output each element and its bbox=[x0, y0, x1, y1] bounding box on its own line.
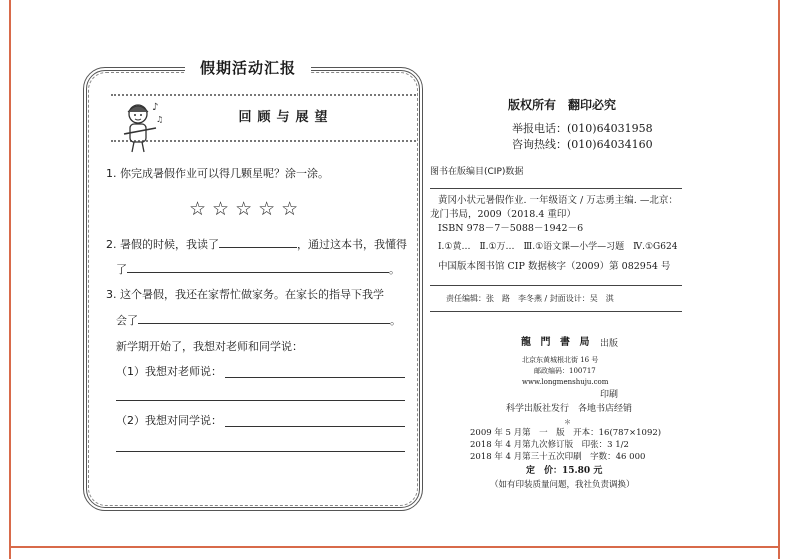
new-semester-prompt: 新学期开始了，我想对老师和同学说： bbox=[116, 340, 303, 353]
question-3-part-b: 会了 bbox=[116, 314, 138, 327]
editors: 责任编辑：张 路 李冬燕 / 封面设计：吴 淇 bbox=[446, 294, 614, 303]
cip-header: 图书在版编目(CIP)数据 bbox=[430, 167, 524, 177]
to-teacher-prompt: （1）我想对老师说： bbox=[116, 365, 222, 378]
copyright-page bbox=[430, 60, 690, 500]
website: www.longmenshuju.com bbox=[522, 378, 609, 386]
edition-line-3: 2018 年 4 月第三十五次印刷 字数：46 000 bbox=[470, 452, 646, 462]
distribution: 科学出版社发行 各地书店经销 bbox=[506, 404, 633, 414]
postcode: 邮政编码：100717 bbox=[534, 367, 596, 375]
question-3-line-2 bbox=[116, 312, 401, 329]
copyright-notice: 版权所有 翻印必究 bbox=[508, 98, 617, 112]
page-frame-bottom bbox=[9, 546, 780, 548]
cip-line-2: 龙门书局，2009（2018.4 重印） bbox=[430, 209, 576, 220]
separator-star: ＊ bbox=[564, 418, 571, 426]
quality-note: （如有印装质量问题，我社负责调换） bbox=[490, 480, 635, 490]
isbn: ISBN 978－7－5088－1942－6 bbox=[438, 223, 584, 234]
question-3: 3. 这个暑假，我还在家帮忙做家务。在家长的指导下我学 bbox=[106, 288, 384, 301]
page-frame-left bbox=[9, 0, 11, 559]
to-classmate-line-2[interactable] bbox=[116, 451, 405, 452]
section-header-box bbox=[111, 94, 416, 142]
edition-line-1: 2009 年 5 月第 一 版 开本：16(787×1092) bbox=[470, 428, 662, 438]
svg-text:♫: ♫ bbox=[156, 115, 164, 124]
report-phone: 举报电话：(010)64031958 bbox=[512, 122, 653, 135]
to-teacher-line-1[interactable] bbox=[225, 377, 405, 378]
publisher-address: 北京东黄城根北街 16 号 bbox=[522, 356, 599, 364]
star-rating[interactable]: ☆☆☆☆☆ bbox=[189, 198, 305, 220]
question-2 bbox=[106, 236, 407, 253]
page-frame-right bbox=[778, 0, 780, 559]
question-2-end: 。 bbox=[389, 263, 400, 276]
edition-line-2: 2018 年 4 月第九次修订版 印张：3 1/2 bbox=[470, 440, 629, 450]
musician-illustration-icon bbox=[116, 98, 164, 156]
classification: Ⅰ.①黄… Ⅱ.①万… Ⅲ.①语文课—小学—习题 Ⅳ.①G624 bbox=[438, 242, 678, 252]
activity-report-page bbox=[83, 59, 423, 511]
to-teacher-line-2[interactable] bbox=[116, 400, 405, 401]
svg-text:♪: ♪ bbox=[152, 102, 159, 113]
question-2-part-a: 2. 暑假的时候，我读了 bbox=[106, 238, 219, 251]
cip-rule-top bbox=[430, 188, 682, 189]
question-2-part-b: ，通过这本书，我懂得 bbox=[297, 238, 407, 251]
question-2-part-c: 了 bbox=[116, 263, 127, 276]
question-1: 1. 你完成暑假作业可以得几颗星呢？涂一涂。 bbox=[106, 167, 329, 180]
cip-line-1: 黄冈小状元暑假作业. 一年级语文 / 万志勇主编. —北京： bbox=[438, 195, 678, 206]
price: 定 价：15.80 元 bbox=[526, 466, 603, 476]
to-classmate-line-1[interactable] bbox=[225, 426, 405, 427]
page-title: 假期活动汇报 bbox=[199, 59, 296, 77]
chore-blank[interactable] bbox=[138, 312, 390, 324]
publisher-name: 龍 門 書 局 bbox=[521, 337, 593, 348]
question-2-line-2 bbox=[116, 261, 400, 278]
question-3-end: 。 bbox=[390, 314, 401, 327]
publisher-suffix: 出版 bbox=[600, 339, 619, 349]
editors-rule bbox=[430, 311, 682, 312]
cip-rule-bottom bbox=[430, 285, 682, 286]
section-header: 回顾与展望 bbox=[238, 110, 334, 125]
learned-blank[interactable] bbox=[127, 261, 389, 273]
cip-verify: 中国版本图书馆 CIP 数据核字（2009）第 082954 号 bbox=[438, 261, 671, 272]
book-title-blank[interactable] bbox=[219, 236, 297, 248]
consult-phone: 咨询热线：(010)64034160 bbox=[512, 138, 653, 151]
to-classmate-prompt: （2）我想对同学说： bbox=[116, 414, 222, 427]
printer: 印刷 bbox=[600, 390, 619, 400]
